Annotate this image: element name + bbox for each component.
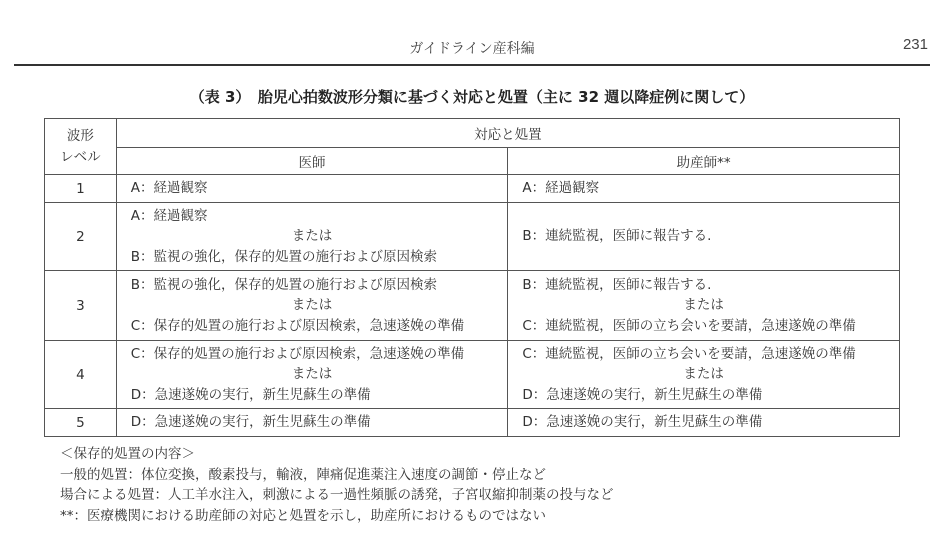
level-number: 3 [45,271,117,341]
doctor-cell [116,341,508,409]
doctor-cell [116,409,508,437]
footnote-general-treatment: 一般的処置：体位変換，酸素投与，輸液，陣痛促進薬注入速度の調節・停止など [60,466,546,483]
footnotes [60,444,614,526]
midwife-action: C：連続監視，医師の立ち会いを要請，急速遂娩の準備 [522,345,856,362]
table-row [45,271,900,341]
doctor-action: D：急速遂娩の実行，新生児蘇生の準備 [130,386,371,403]
table-subheader-row [45,148,900,175]
doctor-action: D：急速遂娩の実行，新生児蘇生の準備 [130,414,371,431]
doctor-action: A：経過観察 [130,207,208,224]
level-number: 1 [45,175,117,203]
midwife-cell [508,409,900,437]
or-connector: または [291,228,333,245]
table-header-row [45,119,900,148]
doctor-action: C：保存的処置の施行および原因検索，急速遂娩の準備 [130,345,465,362]
or-connector: または [683,366,724,383]
level-number: 2 [45,203,117,271]
doctor-cell [116,175,508,203]
table-caption: （表 3） 胎児心拍数波形分類に基づく対応と処置（主に 32 週以降症例に関して） [189,88,755,106]
level-header-line-2: レベル [60,148,101,165]
level-number: 5 [45,409,117,437]
midwife-cell [508,203,900,271]
midwife-action: A：経過観察 [522,180,600,197]
footnote-midwife-note: **：医療機関における助産師の対応と処置を示し，助産所におけるものではない [60,507,546,524]
doctor-cell [116,203,508,271]
midwife-action: C：連続監視，医師の立ち会いを要請，急速遂娩の準備 [522,317,856,334]
midwife-header: 助産師** [508,148,900,175]
level-header-line-1: 波形 [66,128,94,144]
table-row [45,203,900,271]
doctor-action: A：経過観察 [130,180,208,197]
running-header-title: ガイドライン産科編 [409,41,535,57]
doctor-header: 医師 [116,148,508,175]
page-number: 231 [902,36,928,53]
table-row [45,409,900,437]
doctor-action: B：監視の強化，保存的処置の施行および原因検索 [130,276,437,293]
response-table [44,118,900,437]
midwife-cell [508,175,900,203]
midwife-action: B：連続監視，医師に報告する. [522,276,712,293]
level-number: 4 [45,341,117,409]
doctor-action: B：監視の強化，保存的処置の施行および原因検索 [130,248,437,265]
table-row [45,175,900,203]
footnote-heading: ＜保存的処置の内容＞ [60,446,195,462]
midwife-action: B：連続監視，医師に報告する. [522,228,712,245]
doctor-action: C：保存的処置の施行および原因検索，急速遂娩の準備 [130,317,465,334]
midwife-cell [508,341,900,409]
midwife-action: D：急速遂娩の実行，新生児蘇生の準備 [522,386,763,403]
midwife-cell [508,271,900,341]
group-header: 対応と処置 [116,119,899,148]
or-connector: または [291,297,333,314]
or-connector: または [683,297,724,314]
footnote-conditional-treatment: 場合による処置：人工羊水注入，刺激による一過性頻脈の誘発，子宮収縮抑制薬の投与など [60,487,614,503]
header-rule [14,64,930,66]
midwife-action: D：急速遂娩の実行，新生児蘇生の準備 [522,414,763,431]
table-row [45,341,900,409]
level-header [45,119,117,175]
doctor-cell [116,271,508,341]
or-connector: または [291,366,333,383]
